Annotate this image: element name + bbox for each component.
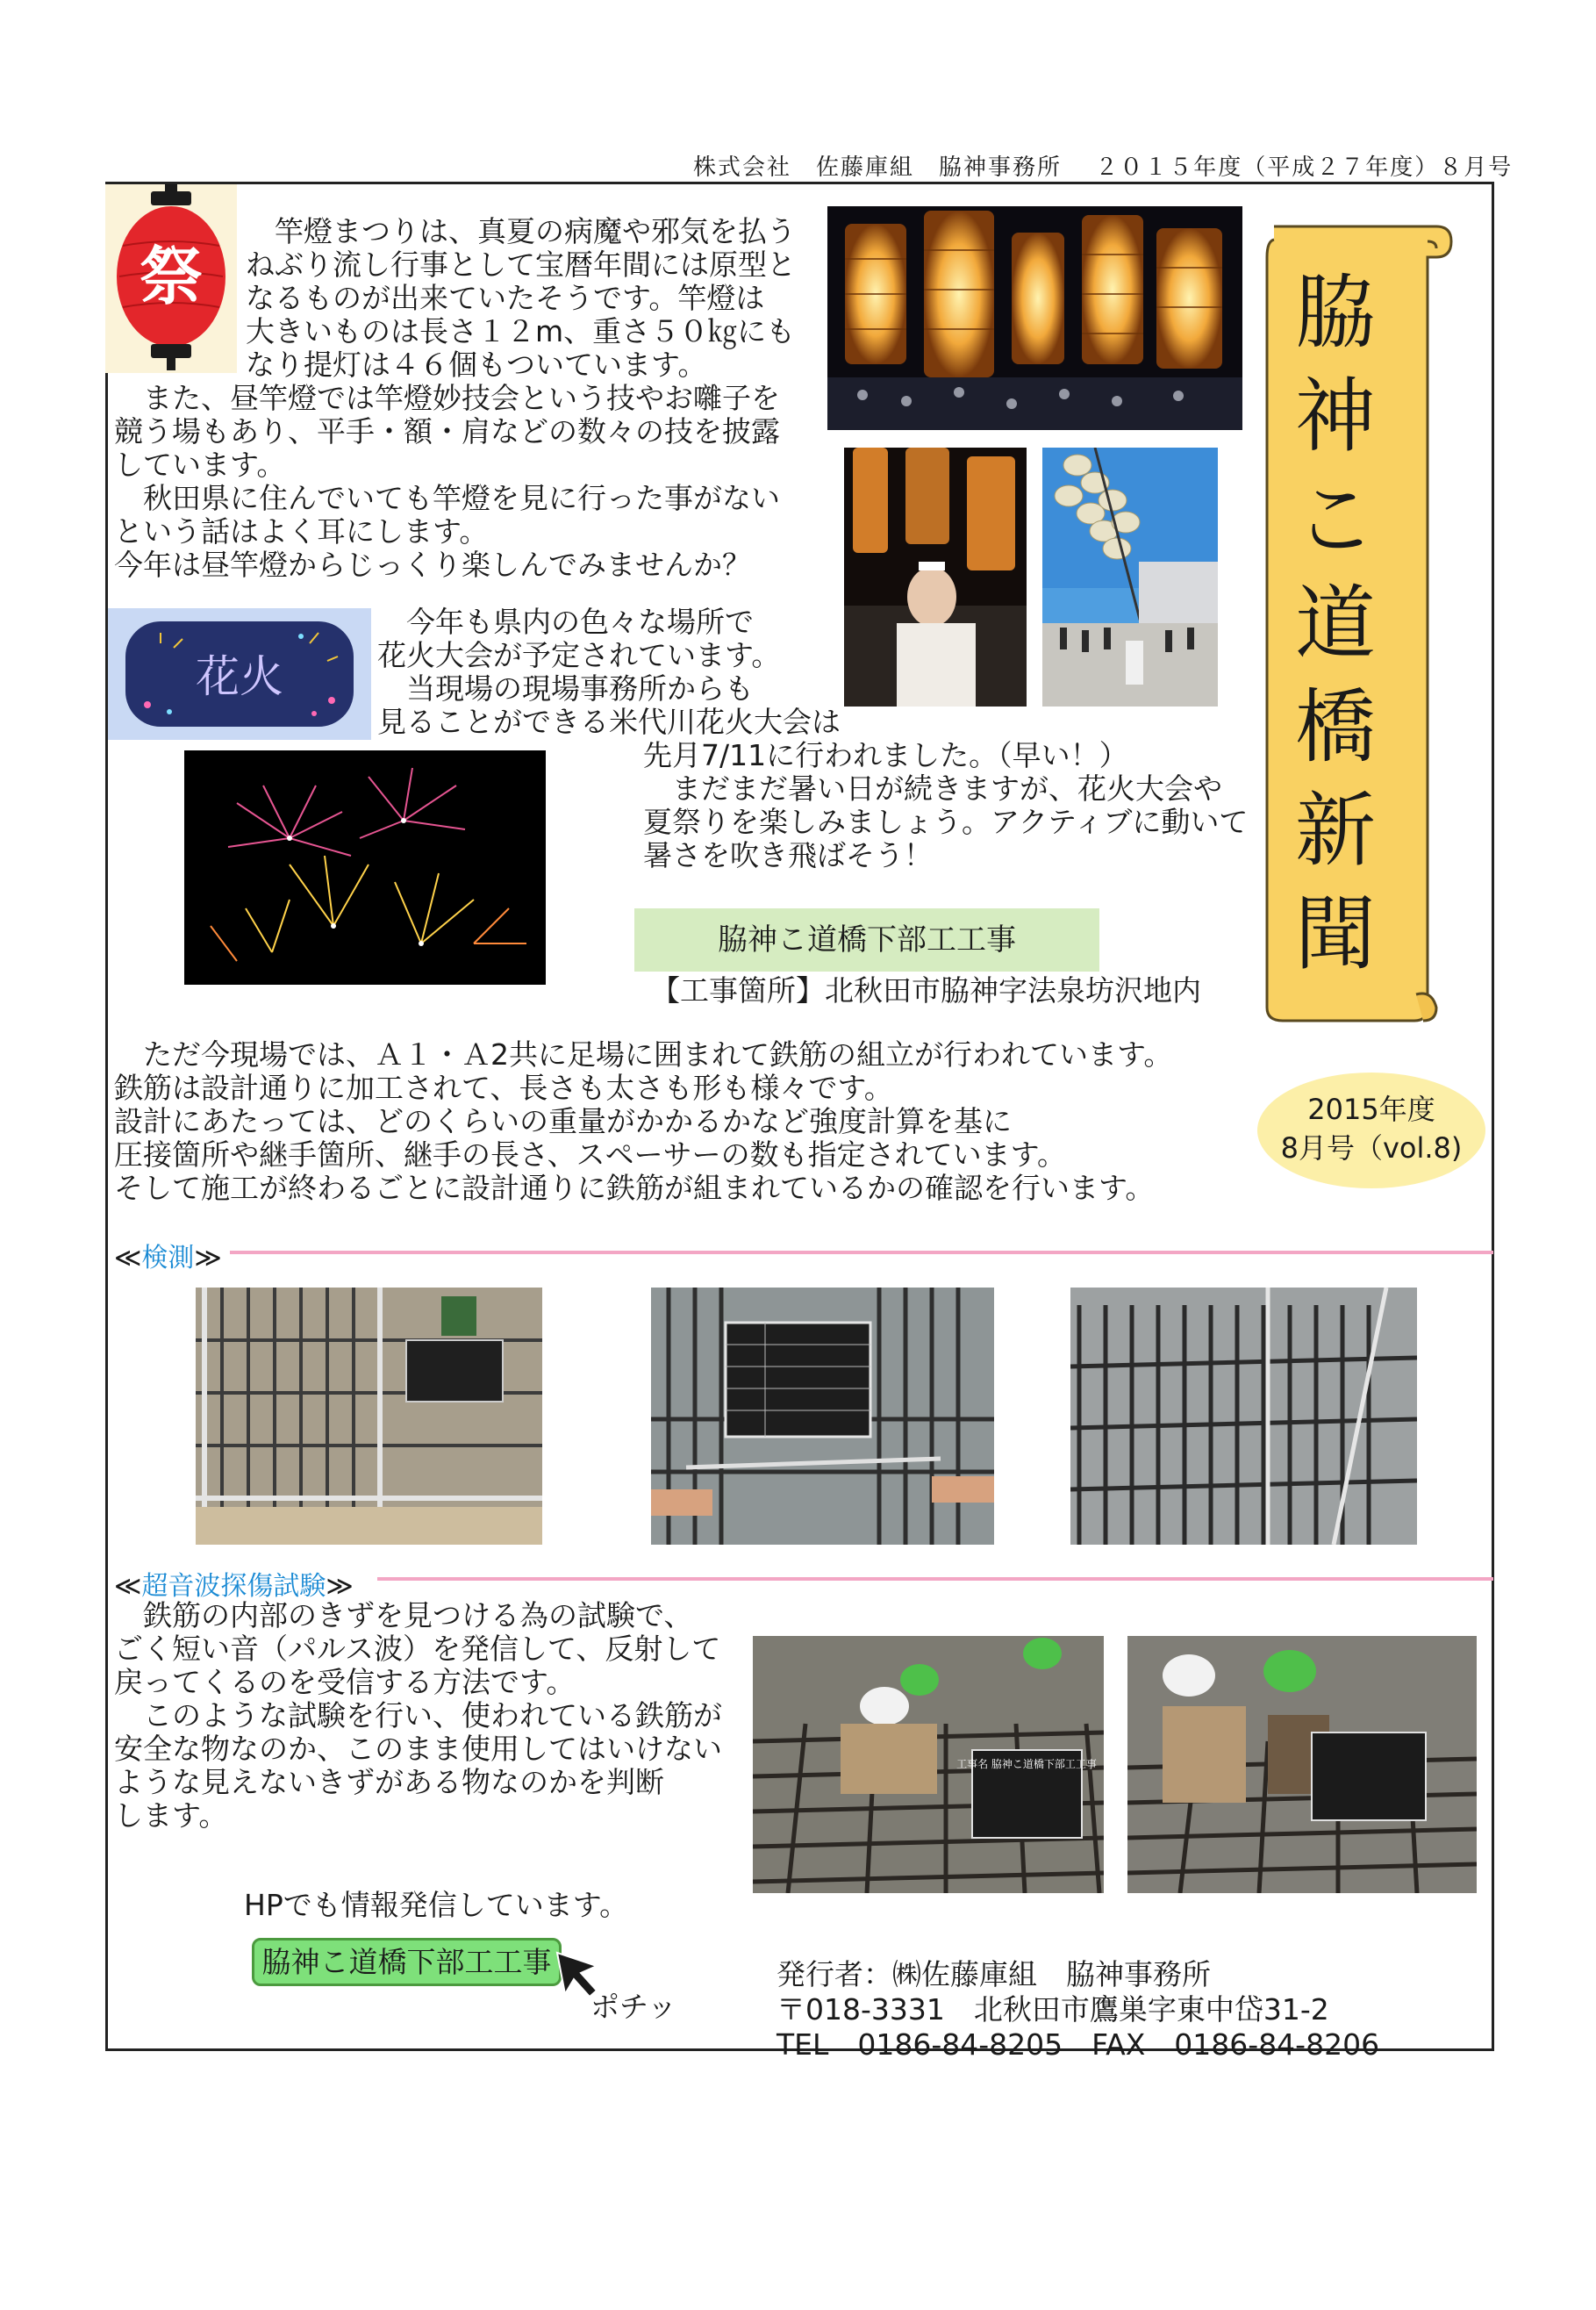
ultrasonic-photo-1	[753, 1636, 1104, 1893]
hanabi-line: 見ることができる米代川花火大会は	[377, 705, 841, 739]
ultrasonic-line: ごく短い音（パルス波）を発信して、反射して	[114, 1632, 721, 1666]
rebar-line: ただ今現場では、Ａ１・Ａ2共に足場に囲まれて鉄筋の組立が行われています。	[114, 1037, 1173, 1072]
project-label: 脇神こ道橋下部工工事	[634, 908, 1099, 972]
kanto-daytime-photo	[1042, 448, 1218, 707]
masthead-title-char: 新	[1294, 784, 1376, 878]
hanabi-logo	[108, 608, 371, 740]
hanabi-line: まだまだ暑い日が続きますが、花火大会や	[643, 771, 1222, 806]
hanabi-line: 暑さを吹き飛ばそう！	[643, 838, 933, 872]
section-title-text: 検測	[141, 1243, 195, 1273]
kanto-paragraph-2	[114, 382, 780, 582]
hanabi-line: 当現場の現場事務所からも	[377, 671, 754, 706]
ultrasonic-paragraph	[114, 1599, 722, 1833]
kanto-night-photo	[827, 206, 1242, 430]
kanto-line: なり提灯は４６個もついています。	[246, 348, 707, 382]
masthead-title-char: 橋	[1294, 680, 1376, 774]
hanabi-logo-text: 花火	[196, 651, 283, 702]
ultrasonic-line: 戻ってくるのを受信する方法です。	[114, 1665, 576, 1699]
section-divider	[377, 1577, 1493, 1581]
lantern-label: 祭	[139, 239, 204, 313]
section-bracket-close: ≫	[326, 1571, 354, 1602]
rebar-line: 鉄筋は設計通りに加工されて、長さも太さも形も様々です。	[114, 1071, 893, 1105]
board-title: 工事名 脇神こ道橋下部工工事	[956, 1758, 1097, 1770]
masthead-title-char: 脇	[1294, 266, 1376, 360]
ultrasonic-section-title	[114, 1564, 354, 1603]
rebar-paragraph	[114, 1038, 1172, 1205]
hanabi-line: 先月7/11に行われました。（早い！）	[643, 738, 1128, 772]
ultrasonic-line: 鉄筋の内部のきずを見つける為の試験で、	[114, 1598, 693, 1632]
masthead-title-char: こ	[1294, 473, 1376, 567]
ultrasonic-line: 安全な物なのか、このまま使用してはいけない	[114, 1732, 722, 1766]
hanabi-line: 今年も県内の色々な場所で	[377, 605, 754, 639]
kanto-line: 今年は昼竿燈からじっくり楽しんでみませんか？	[114, 548, 751, 582]
ultrasonic-photo-2	[1127, 1636, 1477, 1893]
inspection-photo-3	[1070, 1288, 1417, 1545]
section-bracket-open: ≪	[114, 1243, 142, 1273]
header-issue: ２０１５年度（平成２７年度）８月号	[1095, 154, 1514, 181]
kanto-line: 秋田県に住んでいても竿燈を見に行った事がない	[114, 481, 780, 515]
badge-volume: 8月号（vol.8)	[1280, 1131, 1463, 1165]
hanabi-line: 夏祭りを楽しみましょう。アクティブに動いて	[643, 805, 1249, 839]
hanabi-paragraph-2	[643, 739, 1248, 872]
kanto-line: 大きいものは長さ１２m、重さ５０㎏にも	[246, 314, 796, 348]
masthead-scroll	[1256, 222, 1456, 1025]
masthead-title-char: 神	[1294, 369, 1376, 463]
issue-badge	[1257, 1072, 1485, 1188]
hanabi-line: 花火大会が予定されています。	[377, 638, 781, 672]
lantern-icon	[105, 184, 237, 373]
inspection-section-title	[114, 1236, 222, 1274]
hp-link-button[interactable]: 脇神こ道橋下部工工事	[252, 1938, 562, 1986]
inspection-photo-1	[196, 1288, 542, 1545]
kanto-line: ねぶり流し行事として宝暦年間には原型と	[246, 248, 796, 282]
masthead-title-char: 聞	[1294, 887, 1376, 981]
kanto-performer-photo	[844, 448, 1027, 707]
ultrasonic-line: ような見えないきずがある物なのかを判断	[114, 1765, 664, 1799]
rebar-line: 圧接箇所や継手箇所、継手の長さ、スペーサーの数も指定されています。	[114, 1137, 1067, 1172]
rebar-line: そして施工が終わるごとに設計通りに鉄筋が組まれているかの確認を行います。	[114, 1171, 1155, 1205]
kanto-line: という話はよく耳にします。	[114, 514, 489, 549]
kanto-line: 竿燈まつりは、真夏の病魔や邪気を払う	[246, 214, 796, 248]
lantern-illustration	[105, 184, 237, 373]
kanto-line: また、昼竿燈では竿燈妙技会という技やお囃子を	[114, 381, 780, 415]
hanabi-paragraph	[377, 606, 841, 739]
badge-year: 2015年度	[1307, 1093, 1435, 1126]
ultrasonic-line: します。	[114, 1798, 228, 1833]
rebar-line: 設計にあたっては、どのくらいの重量がかかるかなど強度計算を基に	[114, 1104, 1012, 1138]
section-bracket-open: ≪	[114, 1571, 142, 1602]
publisher-contact: TEL 0186-84-8205 FAX 0186-84-8206	[777, 2027, 1380, 2062]
masthead-title	[1292, 262, 1379, 986]
click-text: ポチッ	[590, 1990, 677, 2024]
ultrasonic-line: このような試験を行い、使われている鉄筋が	[114, 1698, 722, 1732]
section-divider	[230, 1251, 1493, 1254]
publisher-address: 〒018-3331 北秋田市鷹巣字東中岱31-2	[777, 1992, 1329, 2027]
fireworks-photo	[184, 750, 546, 985]
header-company: 株式会社 佐藤庫組 脇神事務所	[693, 154, 1063, 181]
publisher-info	[777, 1957, 1379, 2062]
kanto-line: なるものが出来ていたそうです。竿燈は	[246, 281, 765, 315]
kanto-line: しています。	[114, 448, 286, 482]
section-bracket-close: ≫	[194, 1243, 222, 1273]
publisher-name: 発行者：㈱佐藤庫組 脇神事務所	[777, 1957, 1211, 1991]
masthead-title-char: 道	[1294, 577, 1376, 671]
project-location: 【工事箇所】北秋田市脇神字法泉坊沢地内	[651, 973, 1201, 1008]
inspection-photo-2	[651, 1288, 994, 1545]
section-title-text: 超音波探傷試験	[141, 1571, 326, 1602]
kanto-line: 競う場もあり、平手・額・肩などの数々の技を披露	[114, 414, 780, 448]
kanto-paragraph	[246, 215, 796, 382]
issue-header	[693, 149, 1513, 182]
hp-caption: HPでも情報発信しています。	[244, 1888, 629, 1922]
